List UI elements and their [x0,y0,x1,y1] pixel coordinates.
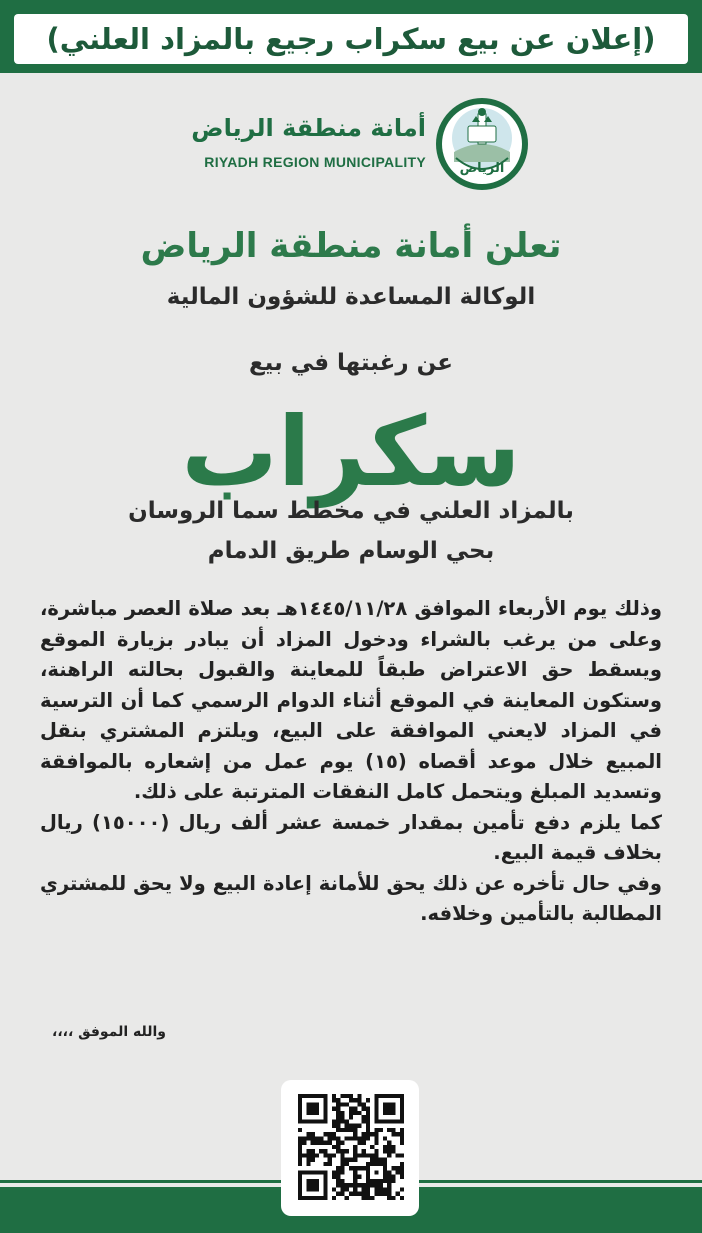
logo-name-ar: أمانة منطقة الرياض [191,114,426,142]
body-paragraph-3: وفي حال تأخره عن ذلك يحق للأمانة إعادة البيع ولا يحق للمشتري المطالبة بالتأمين وخلافه. [40,871,662,925]
qr-card[interactable] [281,1080,419,1216]
emblem-text: الرياض [459,161,505,176]
item-heading: سكراب [181,396,521,508]
announcer-heading: تعلن أمانة منطقة الرياض [140,226,562,266]
location-line-2: بحي الوسام طريق الدمام [207,538,495,564]
closing-signoff: والله الموفق ،،،، [52,1024,166,1040]
intent-heading: عن رغبتها في بيع [248,350,454,376]
body-paragraph-1: وذلك يوم الأربعاء الموافق ١٤٤٥/١١/٢٨هـ بعد صلاة العصر مباشرة، وعلى من يرغب بالشراء ودخول المزاد أن يبادر بزيارة الموقع ويسقط حق الاعتراض طبقاً للمعاينة والقبول بحالته الراهنة، وستكون المعاينة في الموقع أثناء الدوام الرسمي كما أن الترسية في المزاد لايعني الموافقة على البيع، ويلتزم المشتري بنقل المبيع خلال موعد أقصاه (١٥) يوم عمل من إشعاره بالموافقة وتسديد المبلغ ويتحمل كامل النفقات المترتبة على ذلك. [40,597,662,803]
page-title: (إعلان عن بيع سكراب رجيع بالمزاد العلني) [14,14,688,64]
announcement-body [40,594,662,930]
qr-code-icon[interactable] [298,1092,404,1202]
logo-name-en: RIYADH REGION MUNICIPALITY [204,154,426,170]
agency-heading: الوكالة المساعدة للشؤون المالية [166,284,536,310]
header-bar [0,0,702,73]
body-paragraph-2: كما يلزم دفع تأمين بمقدار خمسة عشر ألف ريال (١٥٠٠٠) ريال بخلاف قيمة البيع. [40,810,663,864]
location-line-1: بالمزاد العلني في مخطط سما الروسان [128,498,574,524]
riyadh-municipality-emblem-icon [434,96,530,192]
municipality-logo [150,96,530,196]
